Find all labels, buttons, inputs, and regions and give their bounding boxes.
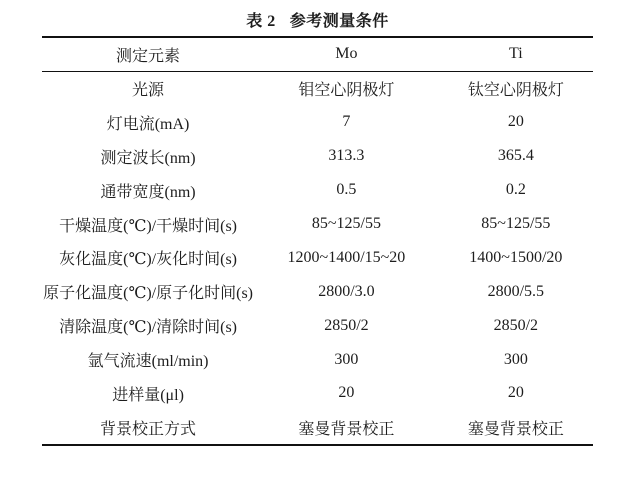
table-row (42, 72, 593, 106)
table-row (42, 309, 593, 343)
table-row (42, 275, 593, 309)
ti-value-cell: 20 (507, 384, 524, 402)
ti-value-cell: 85~125/55 (481, 215, 551, 232)
mo-value-cell: 0.5 (336, 181, 357, 199)
table-row (42, 377, 593, 411)
table-header-row (42, 38, 593, 72)
table-caption-number: 表 2 (246, 13, 276, 30)
mo-value-cell: 313.3 (328, 147, 365, 165)
header-cell-mo: Mo (335, 45, 358, 63)
mo-value-cell: 20 (338, 384, 355, 402)
ti-value-cell: 钛空心阴极灯 (467, 81, 564, 99)
mo-value-cell: 钼空心阴极灯 (298, 81, 395, 99)
table-row (42, 173, 593, 207)
ti-value-cell: 0.2 (505, 181, 526, 199)
header-cell-ti: Ti (509, 45, 523, 63)
row-label-cell: 灯电流(mA) (106, 115, 190, 133)
table-caption (42, 8, 593, 31)
row-label-cell: 通带宽度(nm) (100, 183, 196, 201)
table-row (42, 241, 593, 275)
ti-value-cell: 20 (507, 113, 524, 131)
table-row (42, 410, 593, 444)
row-label-cell: 灰化温度(℃)/灰化时间(s) (59, 251, 237, 269)
ti-value-cell: 365.4 (497, 147, 534, 165)
mo-value-cell: 7 (342, 113, 351, 131)
ti-value-cell: 塞曼背景校正 (467, 420, 564, 438)
row-label-cell: 背景校正方式 (100, 420, 197, 438)
mo-value-cell: 1200~1400/15~20 (287, 248, 406, 266)
header-cell-element: 测定元素 (116, 47, 181, 65)
mo-value-cell: 2850/2 (324, 316, 369, 334)
row-label-cell: 光源 (132, 81, 165, 99)
ti-value-cell: 2850/2 (493, 316, 539, 334)
row-label-cell: 测定波长(nm) (100, 149, 196, 167)
row-label-cell: 进样量(μl) (112, 386, 184, 404)
mo-value-cell: 2800/3.0 (318, 282, 375, 300)
mo-value-cell: 塞曼背景校正 (298, 420, 395, 438)
table-row (42, 343, 593, 377)
ti-value-cell: 1400~1500/20 (469, 248, 563, 266)
ti-value-cell: 300 (503, 350, 528, 368)
table-row (42, 139, 593, 173)
table-caption-title: 参考测量条件 (289, 13, 389, 30)
row-label-cell: 干燥温度(℃)/干燥时间(s) (59, 217, 237, 235)
ti-value-cell: 2800/5.5 (487, 282, 545, 300)
row-label-cell: 原子化温度(℃)/原子化时间(s) (43, 285, 253, 303)
mo-value-cell: 300 (334, 350, 359, 368)
row-label-cell: 清除温度(℃)/清除时间(s) (59, 319, 237, 337)
row-label-cell: 氩气流速(ml/min) (87, 353, 209, 371)
mo-value-cell: 85~125/55 (311, 215, 381, 232)
table-row (42, 207, 593, 241)
table-row (42, 105, 593, 139)
measurement-conditions-table (42, 36, 593, 446)
